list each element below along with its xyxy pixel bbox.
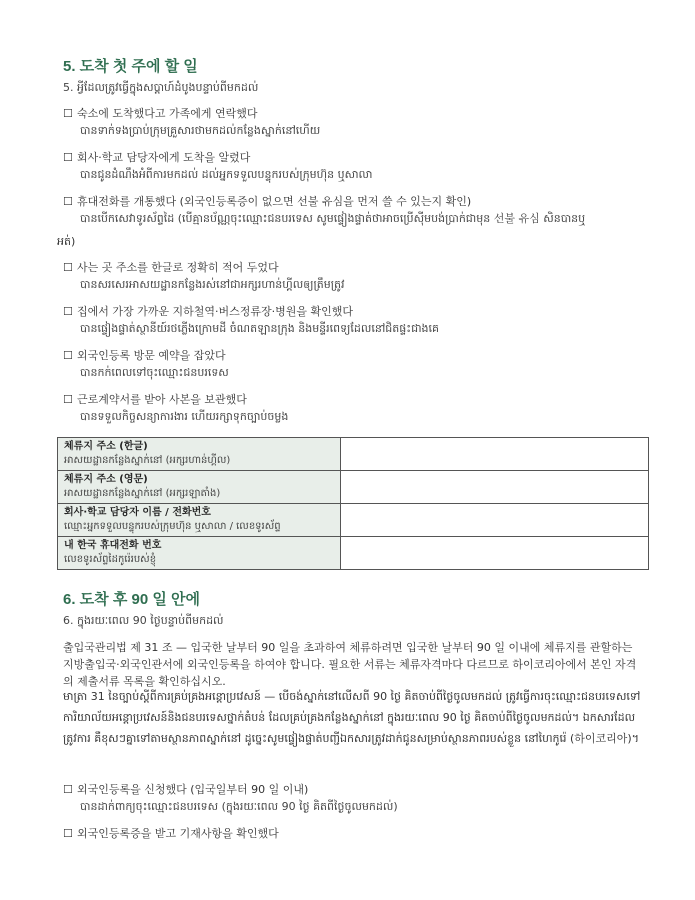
- checklist-item-km: បានផ្ទៀងផ្ទាត់ស្ថានីយ៍រថភ្លើងក្រោមដី ចំណតឡានក្រុង និងមន្ទីរពេទ្យដែលនៅជិតផ្ទះជាងគេ: [80, 322, 440, 335]
- contact-person-field[interactable]: [341, 504, 649, 537]
- checkbox-icon[interactable]: ☐: [63, 107, 73, 120]
- checklist-item-km: បានកក់ពេលទៅចុះឈ្មោះជនបរទេស: [80, 366, 229, 379]
- checklist-item[interactable]: [63, 193, 645, 227]
- legal-paragraph-km: មាត្រា 31 នៃច្បាប់ស្ដីពីការគ្រប់គ្រងអន្តោប្រវេសន៍ — បើចង់ស្នាក់នៅលើសពី 90 ថ្ងៃ គិតចាប់ពីថ្ងៃចូលមកដល់ ត្រូវធ្វើការចុះឈ្មោះជនបរទេសទៅការិយាល័យអន្តោប្រវេសន៍និងជនបរទេសថ្នាក់តំបន់ ដែលគ្រប់គ្រងកន្លែងស្នាក់នៅ ក្នុងរយៈពេល 90 ថ្ងៃ គិតចាប់ពីថ្ងៃចូលមកដល់។ ឯកសារដែលត្រូវការ គឺខុសៗគ្នាទៅតាមស្ថានភាពស្នាក់នៅ ដូច្នេះសូមផ្ទៀងផ្ទាត់បញ្ជីឯកសារត្រូវដាក់ជូនសម្រាប់ស្ថានភាពរបស់ខ្លួន នៅហៃកូរ៉េ (하이코리아)។: [63, 690, 641, 745]
- checklist-item[interactable]: [63, 149, 645, 183]
- table-label-km: អាសយដ្ឋានកន្លែងស្នាក់នៅ (អក្សរឡាតាំង): [64, 488, 221, 499]
- checkbox-icon[interactable]: ☐: [63, 195, 73, 208]
- checklist-item-ko: 근로계약서를 받아 사본을 보관했다: [77, 393, 247, 406]
- table-label-cell: [58, 504, 341, 537]
- checklist-item-ko: 외국인등록을 신청했다 (입국일부터 90 일 이내): [77, 783, 309, 796]
- checklist-item-km: បានដាក់ពាក្យចុះឈ្មោះជនបរទេស (ក្នុងរយៈពេល 90 ថ្ងៃ គិតពីថ្ងៃចូលមកដល់): [80, 800, 398, 813]
- table-label-km: ឈ្មោះអ្នកទទួលបន្ទុករបស់ក្រុមហ៊ុន ឬសាលា / លេខទូរស័ព្ទ: [64, 521, 281, 532]
- checkbox-icon[interactable]: ☐: [63, 151, 73, 164]
- checklist-item[interactable]: [63, 303, 645, 337]
- checkbox-icon[interactable]: ☐: [63, 349, 73, 362]
- checkbox-icon[interactable]: ☐: [63, 305, 73, 318]
- checklist-item-ko: 숙소에 도착했다고 가족에게 연락했다: [77, 107, 258, 120]
- section-6-title: 6. 도착 후 90 일 안에: [63, 591, 200, 608]
- checkbox-icon[interactable]: ☐: [63, 261, 73, 274]
- checklist-item-km: បានសរសេរអាសយដ្ឋានកន្លែងរស់នៅជាអក្សរហាន់ហ្គីលឲ្យត្រឹមត្រូវ: [80, 278, 345, 291]
- table-label-ko: 체류지 주소 (영문): [64, 474, 148, 485]
- checkbox-icon[interactable]: ☐: [63, 393, 73, 406]
- checklist-item[interactable]: [63, 105, 645, 139]
- checkbox-icon[interactable]: ☐: [63, 827, 73, 840]
- checklist-item-km: បានទទួលកិច្ចសន្យាការងារ ហើយរក្សាទុកច្បាប់ចម្លង: [80, 410, 289, 423]
- contact-info-table: [57, 437, 649, 570]
- checklist-item-km: បានទាក់ទងប្រាប់ក្រុមគ្រួសារថាមកដល់កន្លែងស្នាក់នៅហើយ: [80, 124, 321, 137]
- checklist-item-ko: 회사·학교 담당자에게 도착을 알렸다: [77, 151, 251, 164]
- table-row: [58, 504, 649, 537]
- checklist-item[interactable]: [63, 825, 645, 842]
- table-row: [58, 471, 649, 504]
- checklist-item-ko: 사는 곳 주소를 한글로 정확히 적어 두었다: [77, 261, 279, 274]
- checklist-item-km: បានជូនដំណឹងអំពីការមកដល់ ដល់អ្នកទទួលបន្ទុករបស់ក្រុមហ៊ុន ឬសាលា: [80, 168, 373, 181]
- residence-address-korean-field[interactable]: [341, 438, 649, 471]
- checklist-item[interactable]: [63, 259, 645, 293]
- phone-number-field[interactable]: [341, 537, 649, 570]
- checklist-item-ko: 집에서 가장 가까운 지하철역·버스정류장·병원을 확인했다: [77, 305, 354, 318]
- checklist-item[interactable]: [63, 347, 645, 381]
- table-label-ko: 내 한국 휴대전화 번호: [64, 540, 162, 551]
- checklist-item-ko: 외국인등록증을 받고 기재사항을 확인했다: [77, 827, 279, 840]
- table-label-ko: 회사·학교 담당자 이름 / 전화번호: [64, 507, 211, 518]
- section-6-subtitle: 6. ក្នុងរយៈពេល 90 ថ្ងៃបន្ទាប់ពីមកដល់: [63, 614, 224, 627]
- section-5-subtitle: 5. អ្វីដែលត្រូវធ្វើក្នុងសប្ដាហ៍ដំបូងបន្ទាប់ពីមកដល់: [63, 81, 259, 94]
- checklist-item[interactable]: [63, 391, 645, 425]
- checklist-item-km-continued: អត់): [57, 235, 76, 248]
- table-label-km: លេខទូរស័ព្ទដៃកូរ៉េរបស់ខ្ញុំ: [64, 554, 157, 565]
- table-row: [58, 438, 649, 471]
- table-label-cell: [58, 471, 341, 504]
- checklist-item-km: បានបើកសេវាទូរស័ព្ទដៃ (បើគ្មានប័ណ្ណចុះឈ្មោះជនបរទេស សូមផ្ទៀងផ្ទាត់ថាអាចប្រើស៊ីមបង់ប្រាក់ជាមុន 선불 유심 សិនបានឬ: [80, 212, 586, 225]
- checklist-item-ko: 외국인등록 방문 예약을 잡았다: [77, 349, 226, 362]
- table-label-km: អាសយដ្ឋានកន្លែងស្នាក់នៅ (អក្សរហាន់ហ្គីល): [64, 455, 231, 466]
- table-label-ko: 체류지 주소 (한글): [64, 441, 148, 452]
- checklist-item-ko: 휴대전화를 개통했다 (외국인등록증이 없으면 선불 유심을 먼저 쓸 수 있는지 확인): [77, 195, 472, 208]
- table-label-cell: [58, 438, 341, 471]
- table-label-cell: [58, 537, 341, 570]
- legal-paragraph-ko: 출입국관리법 제 31 조 — 입국한 날부터 90 일을 초과하여 체류하려면 입국한 날부터 90 일 이내에 체류지를 관할하는 지방출입국·외국인관서에 외국인등록을 하여야 합니다. 필요한 서류는 체류자격마다 다르므로 하이코리아에서 본인 자격의 제출서류 목록을 확인하십시오.: [63, 641, 637, 688]
- checkbox-icon[interactable]: ☐: [63, 783, 73, 796]
- checklist-item[interactable]: [63, 781, 645, 815]
- section-5-title: 5. 도착 첫 주에 할 일: [63, 58, 198, 75]
- residence-address-english-field[interactable]: [341, 471, 649, 504]
- table-row: [58, 537, 649, 570]
